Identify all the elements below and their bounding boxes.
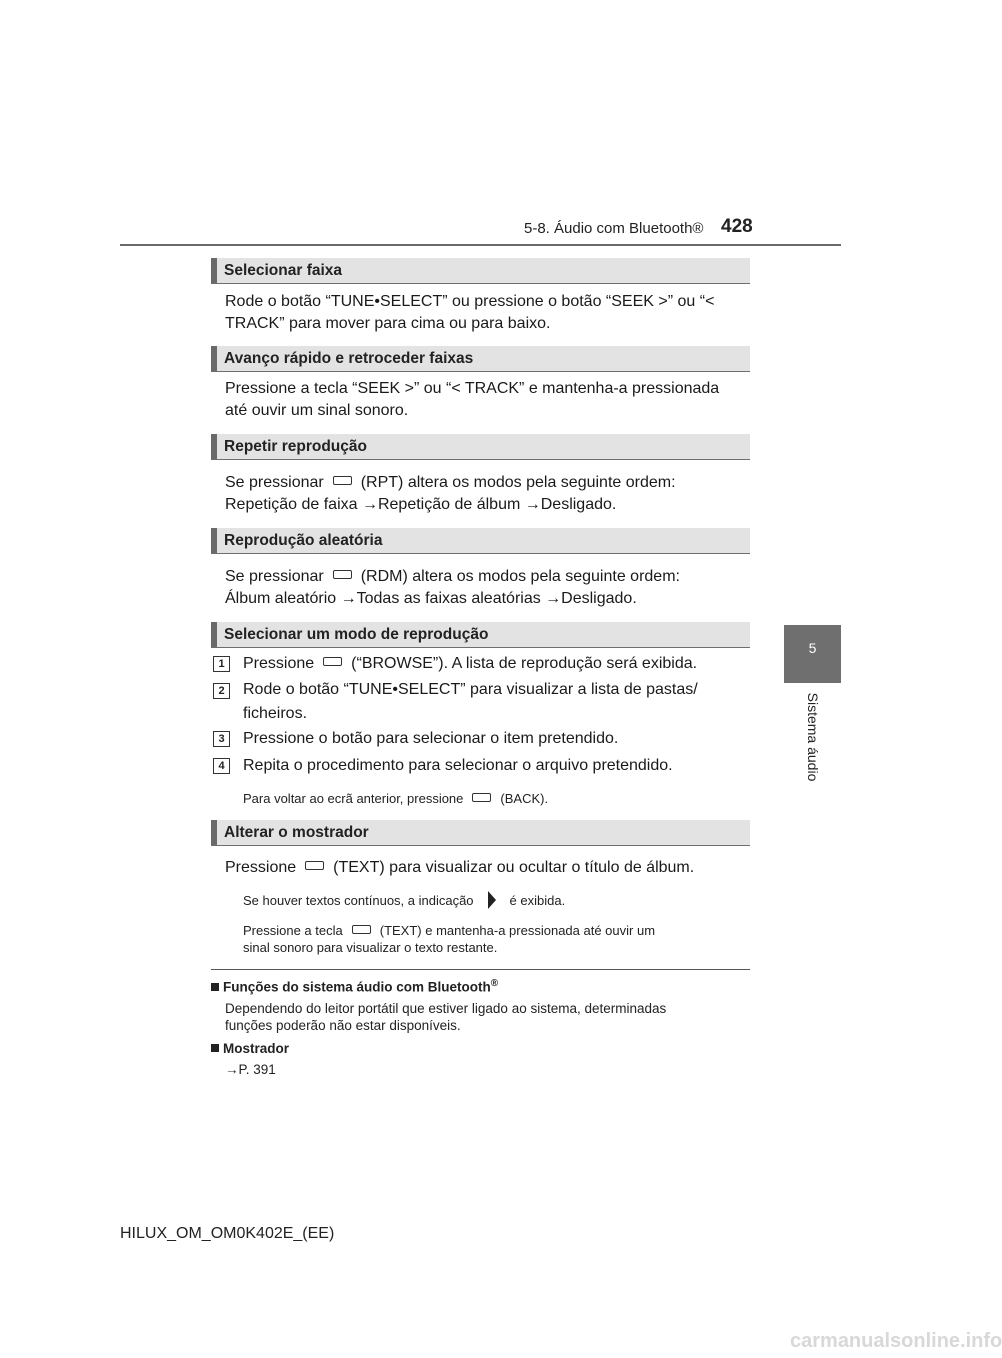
paragraph-select-track: Rode o botão “TUNE•SELECT” ou pressione o botão “SEEK >” ou “< TRACK” para mover para cima ou para baixo. (225, 293, 715, 332)
note-text-hold: Pressione a tecla (TEXT) e mantenha-a pressionada até ouvir um sinal sonoro para visualizar o texto restante. (243, 923, 656, 955)
heading-change-display: Alterar o mostrador (211, 820, 750, 846)
step-number-1: 1 (213, 656, 230, 672)
button-icon (333, 476, 352, 485)
bullet-square-icon (211, 983, 219, 991)
step-3-text: Pressione o botão para selecionar o item pretendido. (243, 730, 619, 747)
step-number-2: 2 (213, 683, 230, 699)
watermark: carmanualsonline.info (790, 1330, 1002, 1352)
button-icon (333, 570, 352, 579)
header-divider (120, 244, 841, 246)
page-number: 428 (721, 216, 753, 237)
heading-select-play-mode: Selecionar um modo de reprodução (211, 622, 750, 648)
step-number-4: 4 (213, 758, 230, 774)
button-icon (472, 793, 491, 802)
button-icon (352, 925, 371, 934)
bullet-square-icon (211, 1044, 219, 1052)
step-1-text: Pressione (“BROWSE”). A lista de reprodução será exibida. (243, 655, 698, 672)
note-title-display: Mostrador (211, 1041, 289, 1056)
note-body-display: →P. 391 (225, 1062, 276, 1077)
notes-divider (211, 969, 750, 970)
note-continuous-text: Se houver textos contínuos, a indicação é exibida. (243, 892, 746, 911)
button-icon (305, 861, 324, 870)
document-code: HILUX_OM_OM0K402E_(EE) (120, 1225, 335, 1242)
paragraph-repeat-play: Se pressionar (RPT) altera os modos pela seguinte ordem: Repetição de faixa →Repetição de álbum →Desligado. (225, 474, 676, 513)
paragraph-fast-forward: Pressione a tecla “SEEK >” ou “< TRACK” e mantenha-a pressionada até ouvir um sinal sonoro. (225, 380, 720, 419)
section-title: 5-8. Áudio com Bluetooth® (524, 220, 704, 237)
chapter-tab-number: 5 (808, 640, 817, 656)
step-4-text: Repita o procedimento para selecionar o arquivo pretendido. (243, 757, 673, 774)
note-back: Para voltar ao ecrã anterior, pressione (BACK). (243, 791, 549, 806)
note-title-bluetooth: Funções do sistema áudio com Bluetooth® (211, 978, 498, 995)
heading-select-track: Selecionar faixa (211, 258, 750, 284)
step-number-3: 3 (213, 731, 230, 747)
chapter-tab-label: Sistema áudio (805, 692, 821, 782)
step-2-text: Rode o botão “TUNE•SELECT” para visualizar a lista de pastas/ ficheiros. (243, 681, 698, 722)
paragraph-random-play: Se pressionar (RDM) altera os modos pela seguinte ordem: Álbum aleatório →Todas as faixas aleatórias →Desligado. (225, 568, 680, 607)
note-body-bluetooth: Dependendo do leitor portátil que estiver ligado ao sistema, determinadas funções poderão não estar disponíveis. (225, 1001, 667, 1033)
continuation-arrow-icon (488, 891, 496, 909)
heading-fast-forward: Avanço rápido e retroceder faixas (211, 346, 750, 372)
heading-repeat-play: Repetir reprodução (211, 434, 750, 460)
button-icon (323, 657, 342, 666)
heading-random-play: Reprodução aleatória (211, 528, 750, 554)
paragraph-change-display: Pressione (TEXT) para visualizar ou ocultar o título de álbum. (225, 859, 695, 876)
